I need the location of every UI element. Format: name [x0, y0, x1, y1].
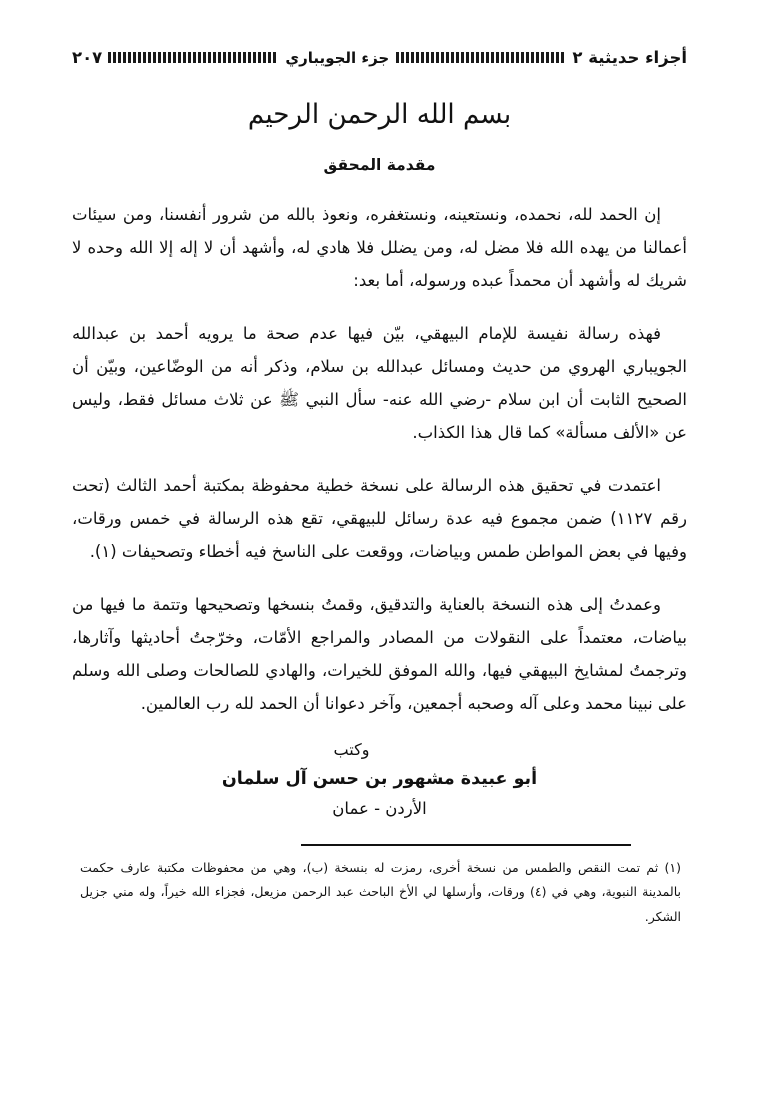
author-name: أبو عبيدة مشهور بن حسن آل سلمان — [221, 769, 538, 789]
header-ornament — [108, 49, 566, 67]
paragraph: فهذه رسالة نفيسة للإمام البيهقي، بيّن فيها عدم صحة ما يرويه أحمد بن عبدالله الجويباري الهروي من حديث ومسائل عبدالله بن سلام، وذكر أنه من الوضّاعين، وبيّن أن الصحيح الثابت أن ابن سلام -رضي الله عنه- سأل النبي ﷺ عن ثلاث مسائل فقط، وليس عن «الألف مسألة» كما قال هذا الكذاب. — [72, 324, 687, 442]
dashed-rule-icon — [108, 52, 278, 63]
basmala-calligraphy-icon: بسم الله الرحمن الرحيم — [247, 99, 512, 130]
paragraph: اعتمدت في تحقيق هذه الرسالة على نسخة خطية محفوظة بمكتبة أحمد الثالث (تحت رقم ١١٢٧) ضمن مجموع فيه عدة رسائل للبيهقي، تقع هذه الرسالة في خمس ورقات، وفيها في بعض المواطن طمس وبياضات، ووقعت على الناسخ فيه أخطاء وتصحيفات (١). — [72, 476, 687, 561]
author-location: الأردن - عمان — [332, 799, 427, 818]
dashed-rule-icon — [396, 52, 566, 63]
series-title: أجزاء حديثية ٢ — [572, 48, 687, 67]
book-name: جزء الجويباري — [285, 48, 390, 67]
body-text — [72, 198, 687, 720]
signature-verb: وكتب — [333, 740, 370, 759]
paragraph: وعمدتُ إلى هذه النسخة بالعناية والتدقيق، وقمتُ بنسخها وتصحيحها وتتمة ما فيها من بياضات، معتمداً على النقولات من المصادر والمراجع الأمّات، وخرّجتُ أحاديثها وآثارها، وترجمتُ لمشايخ البيهقي فيها، والله الموفق للخيرات، والهادي للصالحات وصلى الله وسلم على نبينا محمد وعلى آله وصحبه أجمعين، وآخر دعوانا أن الحمد لله رب العالمين. — [72, 595, 687, 713]
footnote-area — [72, 856, 687, 929]
page-header — [72, 48, 687, 67]
paragraph: إن الحمد لله، نحمده، ونستعينه، ونستغفره، ونعوذ بالله من شرور أنفسنا، ومن سيئات أعمالنا من يهده الله فلا مضل له، ومن يضلل فلا هادي له، وأشهد أن لا إله إلا الله وحده لا شريك له وأشهد أن محمداً عبده ورسوله، أما بعد: — [72, 205, 687, 290]
signature-block — [72, 740, 687, 818]
page-number: ٢٠٧ — [72, 48, 103, 67]
footnote-text: (١) ثم تمت النقص والطمس من نسخة أخرى، رمزت له بنسخة (ب)، وهي من محفوظات مكتبة عارف حكمت بالمدينة النبوية، وهي في (٤) ورقات، وأرسلها لي الأخ الباحث عبد الرحمن مزيعل، فجزاء الله خيراً، وله مني جزيل الشكر. — [80, 860, 681, 924]
section-title: مقدمة المحقق — [323, 156, 436, 174]
footnote-divider — [301, 844, 631, 846]
